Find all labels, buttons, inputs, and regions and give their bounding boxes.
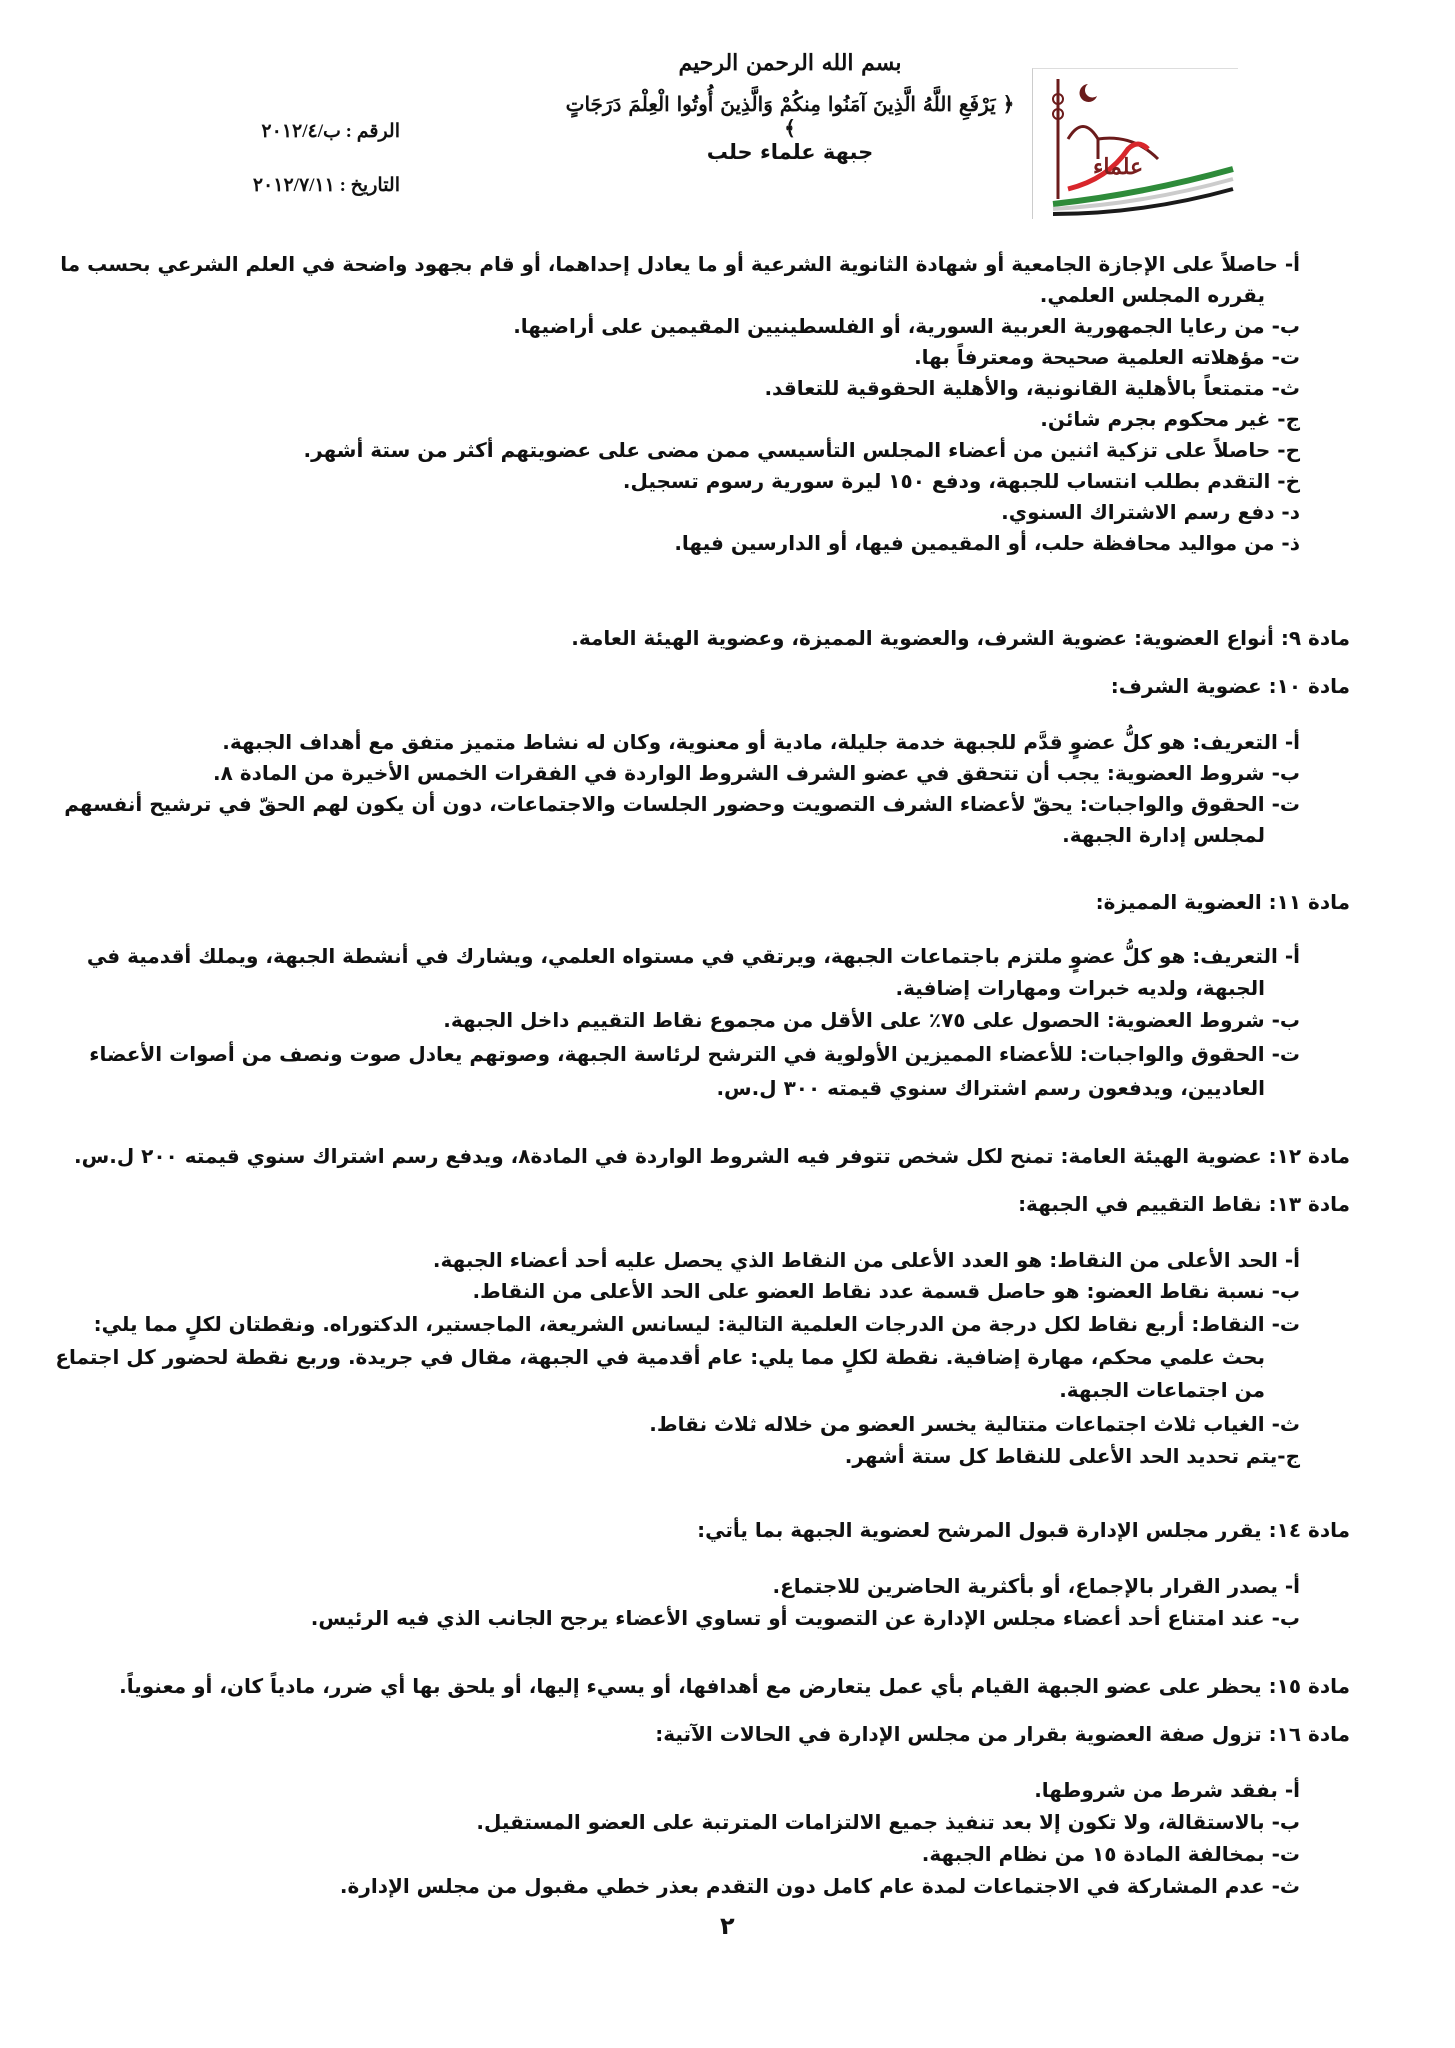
condition-item-continuation: يقرره المجلس العلمي. [1039, 283, 1265, 307]
organization-name: جبهة علماء حلب [706, 140, 874, 164]
article-14-item: ب- عند امتناع أحد أعضاء مجلس الإدارة عن التصويت أو تساوي الأعضاء يرجح الجانب الذي فيه الرئيس. [310, 1606, 1300, 1630]
article-16-title: مادة ١٦: تزول صفة العضوية بقرار من مجلس الإدارة في الحالات الآتية: [655, 1722, 1350, 1746]
mosque-logo-icon [1032, 68, 1238, 219]
condition-item: أ- حاصلاً على الإجازة الجامعية أو شهادة الثانوية الشرعية أو ما يعادل إحداهما، أو قام بجهود واضحة في العلم الشرعي بحسب ما [60, 252, 1300, 276]
article-13-item: ب- نسبة نقاط العضو: هو حاصل قسمة عدد نقاط العضو على الحد الأعلى من النقاط. [472, 1279, 1300, 1303]
condition-item: د- دفع رسم الاشتراك السنوي. [1001, 500, 1300, 524]
article-13-title: مادة ١٣: نقاط التقييم في الجبهة: [1018, 1192, 1350, 1216]
article-11-title: مادة ١١: العضوية المميزة: [1095, 890, 1350, 914]
reference-number: الرقم : ب/٢٠١٢/٤ [261, 121, 400, 142]
article-12: مادة ١٢: عضوية الهيئة العامة: تمنح لكل شخص تتوفر فيه الشروط الواردة في المادة٨، ويدفع رسم اشتراك سنوي قيمته ٢٠٠ ل.س. [74, 1144, 1350, 1168]
article-13-item: أ- الحد الأعلى من النقاط: هو العدد الأعلى من النقاط الذي يحصل عليه أحد أعضاء الجبهة. [432, 1248, 1300, 1272]
article-16-item: أ- بفقد شرط من شروطها. [1034, 1778, 1300, 1802]
article-11-item: ت- الحقوق والواجبات: للأعضاء المميزين الأولوية في الترشح لرئاسة الجبهة، وصوتهم يعادل صوت ونصف من أصوات الأعضاء [89, 1042, 1300, 1066]
condition-item: ذ- من مواليد محافظة حلب، أو المقيمين فيها، أو الدارسين فيها. [674, 531, 1300, 555]
article-14-item: أ- يصدر القرار بالإجماع، أو بأكثرية الحاضرين للاجتماع. [772, 1574, 1300, 1598]
article-13-item-continuation: بحث علمي محكم، مهارة إضافية. نقطة لكلٍ مما يلي: عام أقدمية في الجبهة، مقال في جريدة. وربع نقطة لحضور كل اجتماع [55, 1345, 1265, 1369]
article-11-item-continuation: العاديين، ويدفعون رسم اشتراك سنوي قيمته ٣٠٠ ل.س. [716, 1076, 1265, 1100]
article-16-item: ت- بمخالفة المادة ١٥ من نظام الجبهة. [921, 1842, 1300, 1866]
condition-item: ب- من رعايا الجمهورية العربية السورية، أو الفلسطينيين المقيمين على أراضيها. [513, 314, 1300, 338]
article-13-item: ت- النقاط: أربع نقاط لكل درجة من الدرجات العلمية التالية: ليسانس الشريعة، الماجستير، الدكتوراه. ونقطتان لكلٍ مما يلي: [93, 1312, 1300, 1336]
quran-verse: ﴿ يَرْفَعِ اللَّهُ الَّذِينَ آمَنُوا مِنكُمْ وَالَّذِينَ أُوتُوا الْعِلْمَ دَرَجَاتٍ ﴾ [565, 92, 1015, 140]
article-16-item: ب- بالاستقالة، ولا تكون إلا بعد تنفيذ جميع الالتزامات المترتبة على العضو المستقيل. [476, 1810, 1300, 1834]
article-13-item-continuation: من اجتماعات الجبهة. [1059, 1378, 1265, 1402]
page-number: ٢ [720, 1912, 735, 1940]
article-10-item: ت- الحقوق والواجبات: يحقّ لأعضاء الشرف التصويت وحضور الجلسات والاجتماعات، دون أن يكون لهم الحقّ في ترشيح أنفسهم [64, 792, 1300, 816]
condition-item: ت- مؤهلاته العلمية صحيحة ومعترفاً بها. [914, 345, 1300, 369]
article-11-item-continuation: الجبهة، ولديه خبرات ومهارات إضافية. [895, 976, 1265, 1000]
article-15: مادة ١٥: يحظر على عضو الجبهة القيام بأي عمل يتعارض مع أهدافها، أو يسيء إليها، أو يلحق بها أي ضرر، مادياً كان، أو معنوياً. [119, 1674, 1350, 1698]
article-13-item: ث- الغياب ثلاث اجتماعات متتالية يخسر العضو من خلاله ثلاث نقاط. [649, 1412, 1300, 1436]
condition-item: ث- متمتعاً بالأهلية القانونية، والأهلية الحقوقية للتعاقد. [764, 376, 1300, 400]
article-13-item: ج-يتم تحديد الحد الأعلى للنقاط كل ستة أشهر. [844, 1444, 1300, 1468]
basmala: بسم الله الرحمن الرحيم [678, 50, 902, 76]
condition-item: خ- التقدم بطلب انتساب للجبهة، ودفع ١٥٠ ليرة سورية رسوم تسجيل. [622, 469, 1300, 493]
article-10-item: ب- شروط العضوية: يجب أن تتحقق في عضو الشرف الشروط الواردة في الفقرات الخمس الأخيرة من المادة ٨. [213, 761, 1300, 785]
article-9: مادة ٩: أنواع العضوية: عضوية الشرف، والعضوية المميزة، وعضوية الهيئة العامة. [571, 626, 1350, 650]
article-16-item: ث- عدم المشاركة في الاجتماعات لمدة عام كامل دون التقدم بعذر خطي مقبول من مجلس الإدارة. [339, 1874, 1300, 1898]
document-date: التاريخ : ٢٠١٢/٧/١١ [252, 175, 400, 196]
article-10-item: أ- التعريف: هو كلُّ عضوٍ قدَّم للجبهة خدمة جليلة، مادية أو معنوية، وكان له نشاط متميز متفق مع أهداف الجبهة. [222, 730, 1300, 754]
article-11-item: ب- شروط العضوية: الحصول على ٧٥٪ على الأقل من مجموع نقاط التقييم داخل الجبهة. [443, 1008, 1300, 1032]
condition-item: ح- حاصلاً على تزكية اثنين من أعضاء المجلس التأسيسي ممن مضى على عضويتهم أكثر من ستة أشهر. [303, 438, 1300, 462]
article-10-item-continuation: لمجلس إدارة الجبهة. [1062, 823, 1265, 847]
article-14-title: مادة ١٤: يقرر مجلس الإدارة قبول المرشح لعضوية الجبهة بما يأتي: [697, 1518, 1350, 1542]
svg-text:علماء: علماء [1093, 154, 1144, 180]
article-11-item: أ- التعريف: هو كلُّ عضوٍ ملتزم باجتماعات الجبهة، ويرتقي في مستواه العلمي، ويشارك في أنشطة الجبهة، ويملك أقدمية في [86, 944, 1300, 968]
condition-item: ج- غير محكوم بجرم شائن. [1040, 407, 1300, 431]
article-10-title: مادة ١٠: عضوية الشرف: [1110, 674, 1350, 698]
